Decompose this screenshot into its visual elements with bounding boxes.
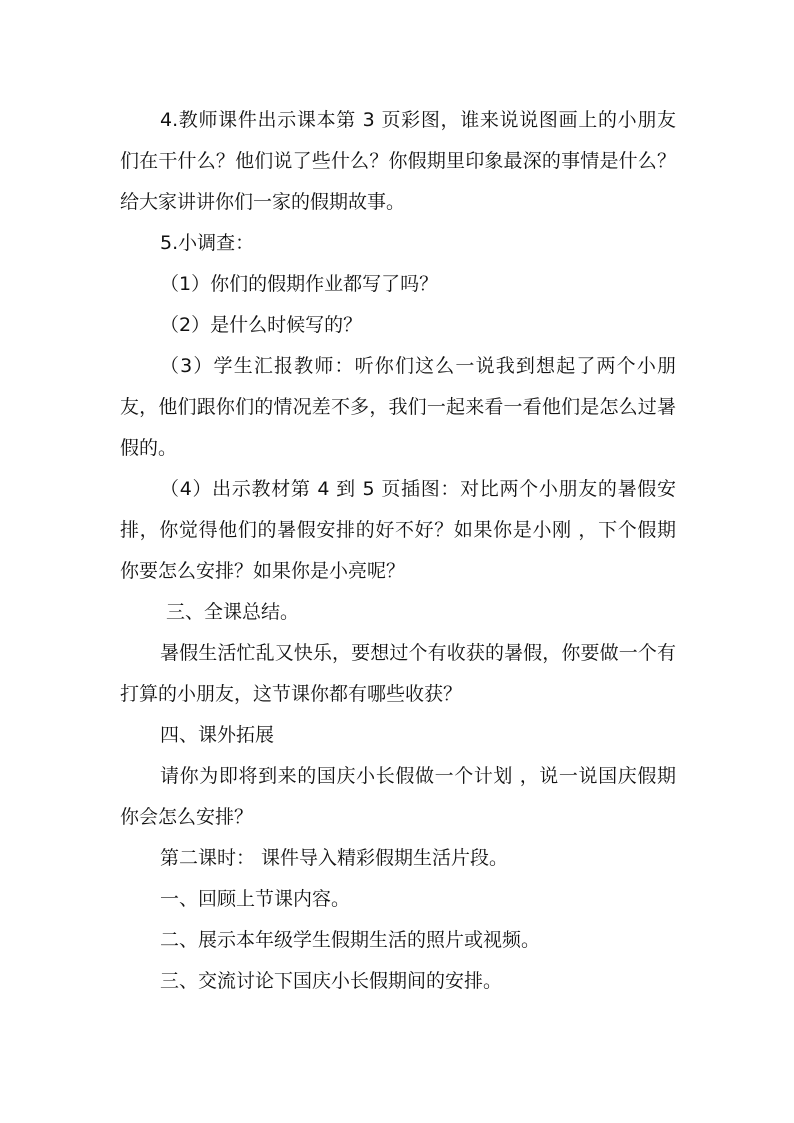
- paragraph-small-survey: 5.小调查：: [160, 232, 255, 254]
- paragraph-show-photos: 二、展示本年级学生假期生活的照片或视频。: [160, 929, 541, 951]
- paragraph-second-lesson: 第二课时： 课件导入精彩假期生活片段。: [160, 847, 509, 869]
- document-body: [120, 100, 676, 1002]
- paragraph-courseware-picture: 4.教师课件出示课本第 3 页彩图，谁来说说图画上的小朋友们在干什么？他们说了些什么？你假期里印象最深的事情是什么？给大家讲讲你们一家的假期故事。: [120, 109, 676, 213]
- paragraph-survey-q3: （3）学生汇报教师：听你们这么一说我到想起了两个小朋友，他们跟你们的情况差不多，我们一起来看一看他们是怎么过暑假的。: [120, 355, 676, 459]
- heading-extension: 四、课外拓展: [160, 724, 275, 746]
- paragraph-extension-text: 请你为即将到来的国庆小长假做一个计划 ，说一说国庆假期你会怎么安排？: [120, 765, 676, 828]
- paragraph-survey-q1: （1）你们的假期作业都写了吗？: [160, 273, 439, 295]
- paragraph-survey-q4: （4）出示教材第 4 到 5 页插图：对比两个小朋友的暑假安排，你觉得他们的暑假安排的好不好？如果你是小刚 ，下个假期你要怎么安排？如果你是小亮呢？: [120, 478, 676, 582]
- paragraph-summary-text: 暑假生活忙乱又快乐，要想过个有收获的暑假，你要做一个有打算的小朋友，这节课你都有哪些收获？: [120, 642, 676, 705]
- paragraph-review: 一、回顾上节课内容。: [160, 888, 351, 910]
- paragraph-survey-q2: （2）是什么时候写的？: [160, 314, 363, 336]
- paragraph-discussion: 三、交流讨论下国庆小长假期间的安排。: [160, 970, 503, 992]
- heading-summary: 三、全课总结。: [166, 601, 300, 623]
